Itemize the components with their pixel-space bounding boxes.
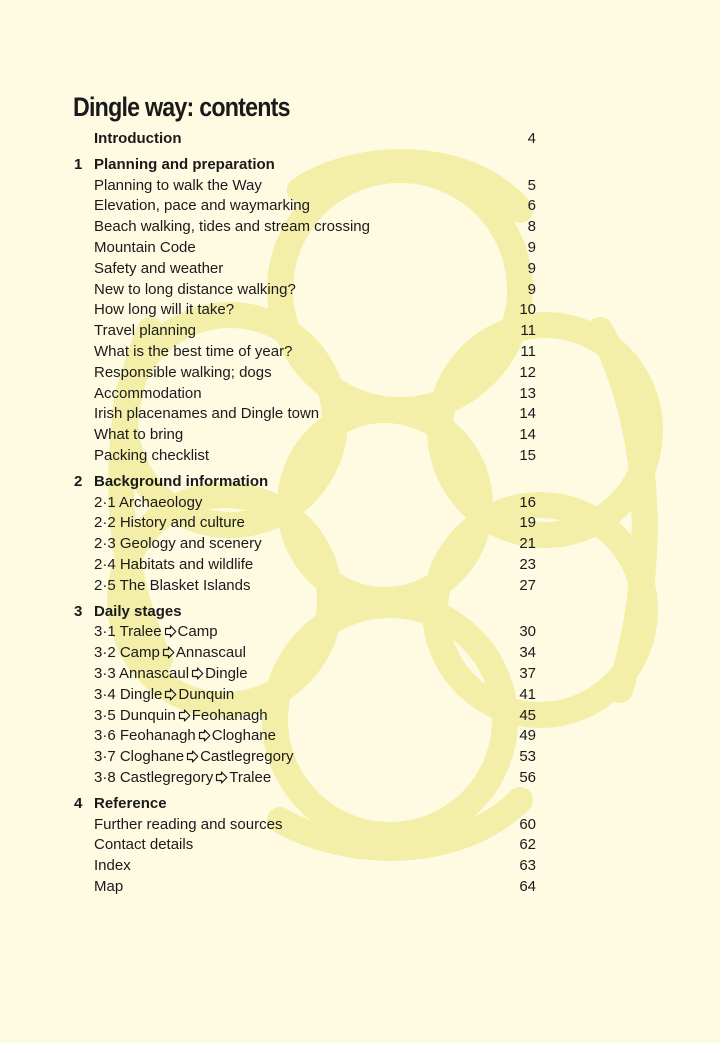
toc-entry[interactable] bbox=[0, 175, 720, 196]
page-number: 34 bbox=[519, 644, 536, 662]
entry-label: Further reading and sources bbox=[94, 815, 283, 833]
page-number: 11 bbox=[520, 343, 536, 360]
entry-label: Mountain Code bbox=[94, 239, 196, 256]
toc-entry[interactable] bbox=[0, 424, 720, 445]
entry-label: 3·2 Camp Annascaul bbox=[94, 644, 246, 662]
page-number: 27 bbox=[519, 576, 536, 594]
toc-entry[interactable] bbox=[0, 320, 720, 341]
arrow-outline-icon bbox=[215, 771, 228, 784]
arrow-outline-icon bbox=[164, 625, 177, 638]
arrow-outline-icon bbox=[186, 750, 199, 763]
page-number: 15 bbox=[519, 447, 536, 464]
entry-label: Responsible walking; dogs bbox=[94, 363, 272, 381]
toc-entry[interactable] bbox=[0, 445, 720, 466]
toc-entry[interactable] bbox=[0, 258, 720, 279]
entry-label: Accommodation bbox=[94, 384, 202, 402]
page-number: 9 bbox=[527, 280, 536, 298]
page-number: 21 bbox=[519, 535, 536, 553]
section-number: 4 bbox=[74, 794, 83, 812]
page-number: 14 bbox=[519, 405, 536, 423]
entry-label: Planning to walk the Way bbox=[94, 176, 262, 194]
page-number: 14 bbox=[519, 426, 536, 444]
entry-label: 2·4 Habitats and wildlife bbox=[94, 556, 254, 573]
toc-entry-stage[interactable] bbox=[0, 767, 720, 788]
toc-entry-stage[interactable] bbox=[0, 725, 720, 746]
entry-label: Planning and preparation bbox=[94, 155, 275, 173]
toc-entry[interactable] bbox=[0, 237, 720, 258]
page-number: 64 bbox=[519, 878, 536, 895]
entry-label: How long will it take? bbox=[94, 301, 235, 319]
page-number: 49 bbox=[519, 727, 536, 745]
toc-entry-stage[interactable] bbox=[0, 684, 720, 705]
toc-entry[interactable] bbox=[0, 216, 720, 237]
page-number: 6 bbox=[527, 197, 536, 215]
entry-label: 2·2 History and culture bbox=[94, 514, 245, 532]
toc-entry[interactable] bbox=[0, 876, 720, 897]
page-number: 8 bbox=[527, 218, 536, 236]
toc-entry[interactable] bbox=[0, 855, 720, 876]
page-title: Dingle way: contents bbox=[73, 92, 290, 122]
entry-label: Background information bbox=[94, 472, 269, 490]
toc-entry[interactable] bbox=[0, 554, 720, 575]
toc-entry-stage[interactable] bbox=[0, 642, 720, 663]
entry-label: New to long distance walking? bbox=[94, 280, 296, 298]
page-number: 11 bbox=[520, 322, 536, 340]
entry-label: 3·7 Cloghane Castlegregory bbox=[94, 748, 294, 766]
page-number: 9 bbox=[527, 259, 536, 277]
toc-entry[interactable] bbox=[0, 195, 720, 216]
entry-label: 3·6 Feohanagh Cloghane bbox=[94, 727, 276, 745]
toc-entry[interactable] bbox=[0, 383, 720, 404]
page-number: 62 bbox=[519, 836, 536, 854]
entry-label: Irish placenames and Dingle town bbox=[94, 405, 320, 423]
section-heading-3[interactable] bbox=[0, 601, 720, 622]
entry-label: Introduction bbox=[94, 130, 182, 147]
toc-entry[interactable] bbox=[0, 533, 720, 554]
page-number: 19 bbox=[519, 514, 536, 532]
entry-label: Elevation, pace and waymarking bbox=[94, 197, 310, 215]
entry-label: 3·4 Dingle Dunquin bbox=[94, 685, 235, 703]
section-number: 1 bbox=[74, 155, 83, 173]
section-number: 2 bbox=[74, 472, 83, 490]
section-heading-1[interactable] bbox=[0, 154, 720, 175]
page-number: 10 bbox=[519, 301, 536, 319]
toc-entry[interactable] bbox=[0, 403, 720, 424]
entry-label: Index bbox=[94, 857, 131, 875]
arrow-outline-icon bbox=[191, 667, 204, 680]
toc-entry[interactable] bbox=[0, 814, 720, 835]
section-number: 3 bbox=[74, 602, 83, 620]
entry-label: 3·8 Castlegregory Tralee bbox=[94, 769, 272, 786]
toc-entry-stage[interactable] bbox=[0, 705, 720, 726]
page-number: 9 bbox=[527, 239, 536, 256]
section-heading-4[interactable] bbox=[0, 793, 720, 814]
page-number: 23 bbox=[519, 556, 536, 573]
toc-entry[interactable] bbox=[0, 834, 720, 855]
entry-label: 3·3 Annascaul Dingle bbox=[94, 665, 248, 682]
page-number: 60 bbox=[519, 815, 536, 833]
toc-entry-stage[interactable] bbox=[0, 746, 720, 767]
entry-label: 3·1 Tralee Camp bbox=[94, 623, 218, 641]
entry-label: What is the best time of year? bbox=[94, 343, 293, 360]
toc-entry[interactable] bbox=[0, 575, 720, 596]
page-number: 41 bbox=[519, 685, 536, 703]
toc-entry[interactable] bbox=[0, 279, 720, 300]
entry-label: Beach walking, tides and stream crossing bbox=[94, 218, 370, 236]
toc-entry[interactable] bbox=[0, 299, 720, 320]
entry-label: Daily stages bbox=[94, 602, 182, 620]
page-number: 56 bbox=[519, 769, 536, 786]
entry-label: Travel planning bbox=[94, 322, 197, 340]
entry-label: 3·5 Dunquin Feohanagh bbox=[94, 706, 268, 724]
arrow-outline-icon bbox=[178, 709, 191, 722]
entry-label: What to bring bbox=[94, 426, 184, 444]
toc-entry-stage[interactable] bbox=[0, 621, 720, 642]
toc-entry-introduction[interactable] bbox=[0, 128, 720, 149]
page-number: 45 bbox=[519, 706, 536, 724]
page-number: 13 bbox=[519, 384, 536, 402]
toc-entry-stage[interactable] bbox=[0, 663, 720, 684]
entry-label: Contact details bbox=[94, 836, 194, 854]
arrow-outline-icon bbox=[162, 646, 175, 659]
toc-entry[interactable] bbox=[0, 492, 720, 513]
entry-label: 2·3 Geology and scenery bbox=[94, 535, 262, 553]
page-number: 4 bbox=[527, 130, 536, 147]
entry-label: Map bbox=[94, 878, 124, 895]
section-heading-2[interactable] bbox=[0, 471, 720, 492]
page-number: 12 bbox=[519, 363, 536, 381]
page-number: 53 bbox=[519, 748, 536, 766]
page-number: 30 bbox=[519, 623, 536, 641]
page-number: 5 bbox=[527, 176, 536, 194]
page-number: 63 bbox=[519, 857, 536, 875]
page-number: 37 bbox=[519, 665, 536, 682]
toc-entry[interactable] bbox=[0, 362, 720, 383]
entry-label: Safety and weather bbox=[94, 259, 224, 277]
page-number: 16 bbox=[519, 493, 536, 511]
entry-label: Reference bbox=[94, 794, 167, 812]
arrow-outline-icon bbox=[198, 729, 211, 742]
toc-entry[interactable] bbox=[0, 512, 720, 533]
entry-label: 2·1 Archaeology bbox=[94, 493, 203, 511]
entry-label: Packing checklist bbox=[94, 447, 210, 464]
arrow-outline-icon bbox=[164, 688, 177, 701]
entry-label: 2·5 The Blasket Islands bbox=[94, 576, 251, 594]
toc-entry[interactable] bbox=[0, 341, 720, 362]
